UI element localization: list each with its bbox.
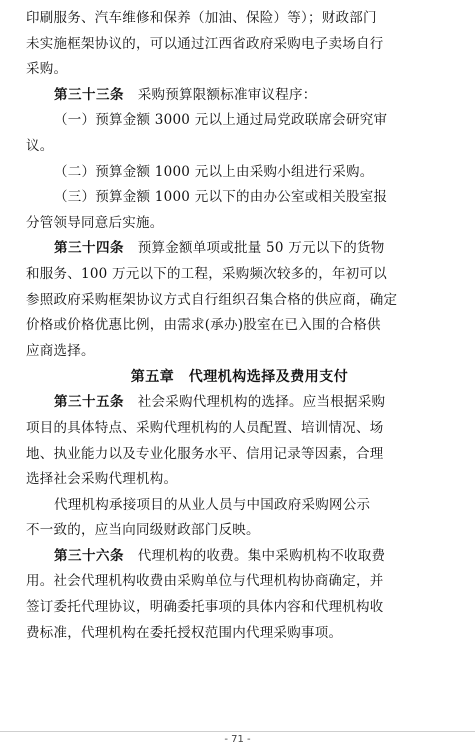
paragraph-line: 价格或价格优惠比例，由需求(承办)股室在已入围的合格供 [26, 317, 381, 334]
paragraph-line: 不一致的，应当向同级财政部门反映。 [26, 522, 260, 539]
article-text: 采购预算限额标准审议程序： [137, 86, 317, 103]
paragraph-line: 用。社会代理机构收费由采购单位与代理机构协商确定，并 [26, 573, 384, 590]
footer-divider [0, 731, 475, 732]
paragraph-first-line: （二）预算金额 1000 元以上由采购小组进行采购。 [54, 163, 374, 180]
article-first-line [26, 544, 453, 570]
paragraph-line: 未实施框架协议的，可以通过江西省政府采购电子卖场自行 [26, 35, 384, 52]
paragraph-line: 费标准，代理机构在委托授权范围内代理采购事项。 [26, 624, 343, 641]
paragraph-first-line: （三）预算金额 1000 元以下的由办公室或相关股室报 [54, 189, 388, 206]
paragraph-line: 印刷服务、汽车维修和保养（加油、保险）等）；财政部门 [26, 10, 377, 26]
paragraph-line: 应商选择。 [26, 342, 95, 359]
article-heading: 第三十六条 [54, 547, 124, 564]
paragraph-line: 参照政府采购框架协议方式自行组织召集合格的供应商，确定 [26, 291, 398, 308]
paragraph-first-line: 代理机构承接项目的从业人员与中国政府采购网公示 [54, 496, 371, 513]
paragraph-line: 分管领导同意后实施。 [26, 214, 164, 231]
article-text: 代理机构的收费。集中采购机构不收取费 [137, 547, 386, 564]
paragraph-line: 项目的具体特点、采购代理机构的人员配置、培训情况、场 [26, 419, 384, 436]
paragraph-first-line: （一）预算金额 3000 元以上通过局党政联席会研究审 [54, 112, 388, 129]
paragraph-line: 议。 [26, 137, 54, 154]
paragraph-line: 采购。 [26, 61, 68, 78]
article-first-line [26, 83, 453, 109]
article-text: 预算金额单项或批量 50 万元以下的货物 [137, 240, 385, 257]
paragraph-line: 签订委托代理协议，明确委托事项的具体内容和代理机构收 [26, 599, 384, 616]
article-heading: 第三十三条 [54, 86, 124, 103]
page-number: - 71 - [224, 734, 251, 745]
chapter-heading: 第五章 代理机构选择及费用支付 [130, 369, 349, 386]
paragraph-line: 地、执业能力以及专业化服务水平、信用记录等因素，合理 [26, 445, 384, 462]
paragraph-line: 和服务、100 万元以下的工程，采购频次较多的，年初可以 [26, 265, 388, 282]
article-heading: 第三十五条 [54, 394, 124, 411]
article-heading: 第三十四条 [54, 240, 124, 257]
document-body [26, 6, 453, 646]
paragraph-line: 选择社会采购代理机构。 [26, 471, 178, 488]
article-first-line [26, 390, 453, 416]
article-first-line [26, 236, 453, 262]
article-text: 社会采购代理机构的选择。应当根据采购 [137, 394, 386, 411]
